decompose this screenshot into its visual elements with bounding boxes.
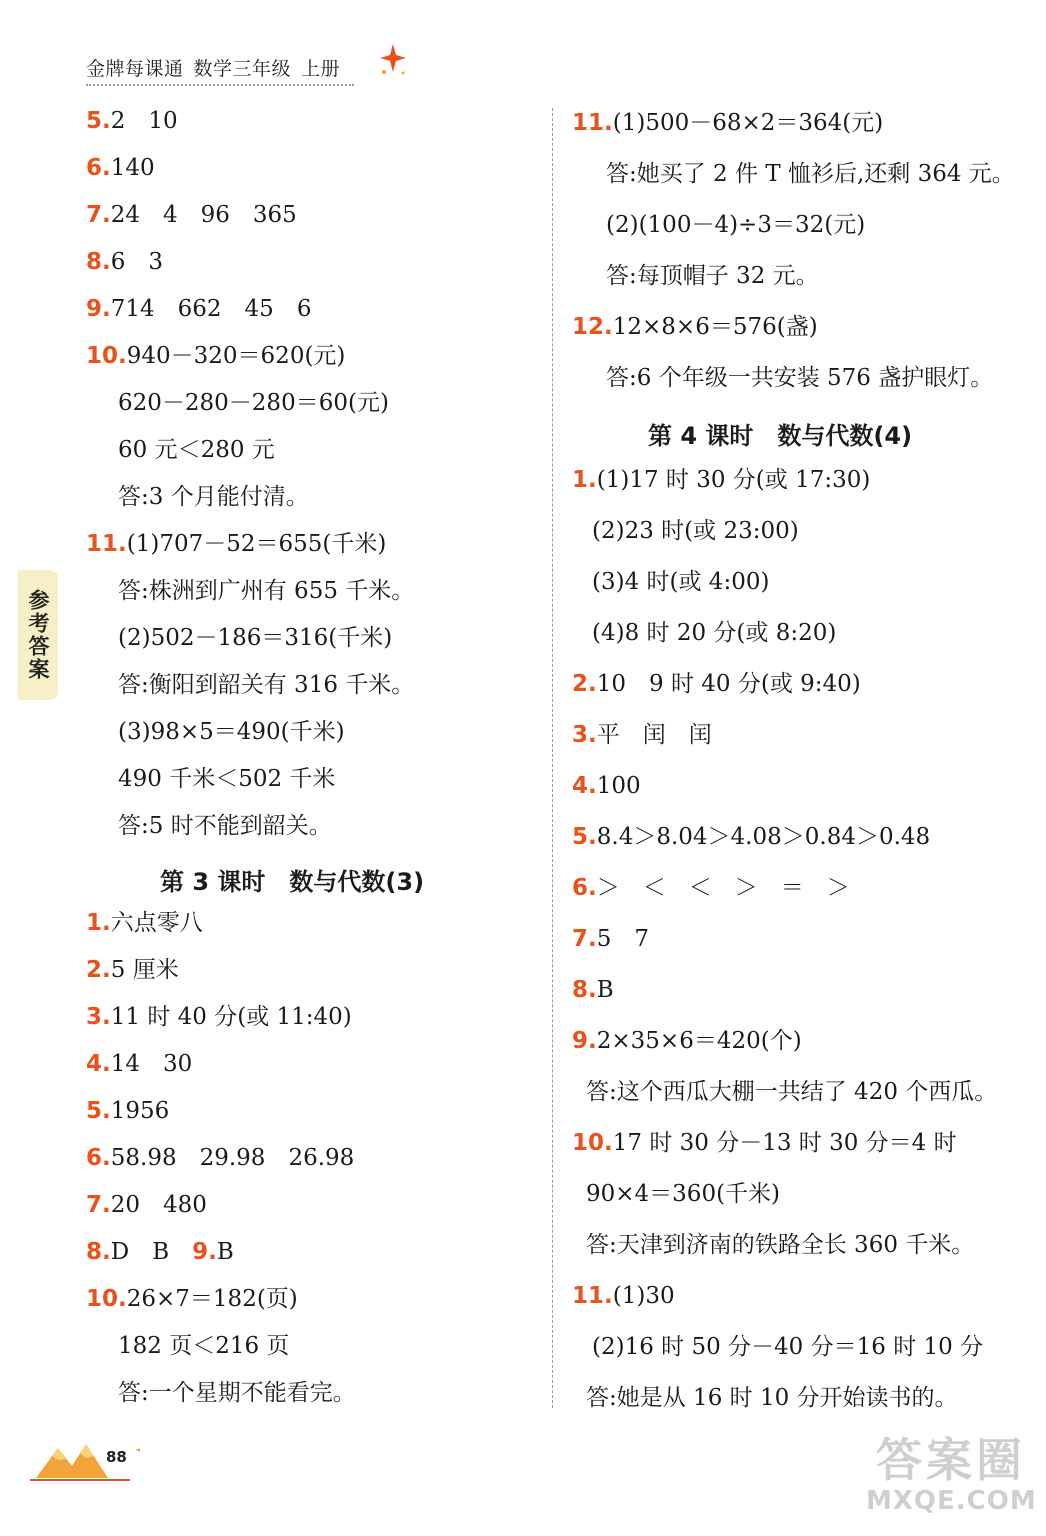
answer-text: 答:株洲到广州有 655 千米。 xyxy=(118,578,415,604)
answer-number: 7. xyxy=(572,926,597,952)
answer-line xyxy=(118,388,389,418)
answer-text: 90×4＝360(千米) xyxy=(586,1181,781,1207)
answer-number: 5. xyxy=(86,1098,111,1124)
answer-number: 1. xyxy=(86,910,111,936)
answer-text: 答:她买了 2 件 T 恤衫后,还剩 364 元。 xyxy=(606,161,1015,187)
answer-line xyxy=(118,670,414,700)
answer-item xyxy=(86,106,178,136)
answer-number: 4. xyxy=(86,1051,111,1077)
answer-text: (4)8 时 20 分(或 8:20) xyxy=(592,620,837,646)
answer-text: B xyxy=(596,977,614,1003)
answer-text: 平 闰 闰 xyxy=(596,722,712,748)
answer-item xyxy=(86,294,311,324)
answer-number: 3. xyxy=(86,1004,111,1030)
answer-line xyxy=(592,1332,983,1362)
section-heading: 第 4 课时 数与代数(4) xyxy=(648,422,913,450)
answer-item xyxy=(86,200,297,230)
answer-number: 10. xyxy=(86,343,127,369)
answer-item xyxy=(86,1096,169,1126)
answer-text: B xyxy=(216,1239,234,1265)
answer-item xyxy=(86,955,179,985)
answer-text: 940－320＝620(元) xyxy=(126,343,346,369)
answer-number: 6. xyxy=(86,1145,111,1171)
answer-line xyxy=(586,1179,780,1209)
answer-line xyxy=(118,1331,289,1361)
answer-item xyxy=(86,529,386,559)
answer-line xyxy=(118,811,332,841)
answer-number: 8. xyxy=(86,249,111,275)
answer-line xyxy=(606,210,865,240)
book-subject: 数学三年级 xyxy=(193,58,292,80)
answer-item xyxy=(572,669,861,699)
answer-text: 2×35×6＝420(个) xyxy=(596,1028,802,1054)
answer-text: (1)707－52＝655(千米) xyxy=(126,531,387,557)
answer-item xyxy=(86,1284,298,1314)
answer-text: 58.98 29.98 26.98 xyxy=(110,1145,355,1171)
answer-text: 100 xyxy=(596,773,641,799)
answer-text: 26×7＝182(页) xyxy=(126,1286,298,1312)
answer-item xyxy=(572,465,870,495)
answer-number: 6. xyxy=(572,875,597,901)
answer-text: 六点零八 xyxy=(110,910,203,936)
section-heading: 第 3 课时 数与代数(3) xyxy=(160,868,425,896)
answer-text: D B xyxy=(110,1239,170,1265)
answer-number: 2. xyxy=(86,957,111,983)
answer-line xyxy=(606,159,1015,189)
answer-item xyxy=(86,1049,192,1079)
answer-item xyxy=(86,908,203,938)
answer-line xyxy=(606,261,819,291)
answer-text: ＞ ＜ ＜ ＞ ＝ ＞ xyxy=(596,875,850,901)
answer-text: 24 4 96 365 xyxy=(110,202,297,228)
answer-text: 12×8×6＝576(盏) xyxy=(612,314,818,340)
answer-text: 5 7 xyxy=(596,926,650,952)
answer-text: (1)30 xyxy=(612,1283,675,1309)
answer-number: 10. xyxy=(86,1286,127,1312)
answer-text: 8.4＞8.04＞4.08＞0.84＞0.48 xyxy=(596,824,931,850)
page-header xyxy=(86,54,340,81)
answer-text: 答:衡阳到韶关有 316 千米。 xyxy=(118,672,415,698)
answer-text: 答:每顶帽子 32 元。 xyxy=(606,263,819,289)
answer-text: 6 3 xyxy=(110,249,164,275)
side-tab xyxy=(18,570,58,700)
answer-number: 5. xyxy=(86,108,111,134)
answer-item xyxy=(572,1281,675,1311)
answer-line xyxy=(118,623,392,653)
answer-number: 9. xyxy=(86,296,111,322)
watermark-url: MXQE.COM xyxy=(866,1486,1037,1516)
answer-item xyxy=(86,1143,354,1173)
answer-text: 答:一个星期不能看完。 xyxy=(118,1380,356,1406)
answer-line xyxy=(118,764,335,794)
page-number: 88 xyxy=(106,1448,127,1466)
answer-text: 答:6 个年级一共安装 576 盏护眼灯。 xyxy=(606,365,994,391)
answer-number: 1. xyxy=(572,467,597,493)
answer-item xyxy=(572,975,614,1005)
answer-number: 5. xyxy=(572,824,597,850)
answer-number: 11. xyxy=(572,110,613,136)
answer-text: 182 页＜216 页 xyxy=(118,1333,290,1359)
answer-text: (1)500－68×2＝364(元) xyxy=(612,110,884,136)
answer-item xyxy=(86,247,163,277)
header-divider xyxy=(86,84,354,86)
answer-item xyxy=(572,771,641,801)
answer-text: (3)98×5＝490(千米) xyxy=(118,719,345,745)
answer-item xyxy=(572,1026,802,1056)
answer-text: (3)4 时(或 4:00) xyxy=(592,569,770,595)
side-tab-label: 参考答案 xyxy=(26,589,50,681)
answer-line xyxy=(592,516,799,546)
book-title: 金牌每课通 xyxy=(86,58,184,80)
answer-number: 7. xyxy=(86,1192,111,1218)
answer-number: 10. xyxy=(572,1130,613,1156)
answer-line xyxy=(118,435,275,465)
answer-text: 620－280－280＝60(元) xyxy=(118,390,389,416)
answer-line xyxy=(118,717,345,747)
answer-text: 10 9 时 40 分(或 9:40) xyxy=(596,671,861,697)
answer-number: 9. xyxy=(572,1028,597,1054)
answer-text: 14 30 xyxy=(110,1051,193,1077)
answer-text: 140 xyxy=(110,155,155,181)
answer-item xyxy=(86,341,345,371)
answer-text: (1)17 时 30 分(或 17:30) xyxy=(596,467,871,493)
answer-line xyxy=(606,363,993,393)
answer-number: 4. xyxy=(572,773,597,799)
answer-text: 2 10 xyxy=(110,108,178,134)
answer-line xyxy=(586,1230,974,1260)
answer-item xyxy=(86,153,155,183)
answer-item xyxy=(572,108,883,138)
sparkle-star-icon xyxy=(378,42,408,78)
watermark-logo xyxy=(866,1434,1036,1516)
answer-number: 8. xyxy=(86,1239,111,1265)
answer-number: 2. xyxy=(572,671,597,697)
answer-item xyxy=(572,312,818,342)
answer-number: 6. xyxy=(86,155,111,181)
answer-item xyxy=(86,1002,352,1032)
answer-text: 答:天津到济南的铁路全长 360 千米。 xyxy=(586,1232,975,1258)
answer-item xyxy=(572,1128,957,1158)
answer-text: 11 时 40 分(或 11:40) xyxy=(110,1004,352,1030)
answer-text: 17 时 30 分－13 时 30 分＝4 时 xyxy=(612,1130,957,1156)
answer-text: 答:3 个月能付清。 xyxy=(118,484,309,510)
watermark-text: 答案圈 xyxy=(876,1433,1026,1487)
answer-number: 12. xyxy=(572,314,613,340)
answer-text: 490 千米＜502 千米 xyxy=(118,766,336,792)
answer-line xyxy=(586,1383,958,1413)
answer-number: 11. xyxy=(572,1283,613,1309)
answer-line xyxy=(586,1077,997,1107)
answer-number: 8. xyxy=(572,977,597,1003)
answer-line xyxy=(118,1378,356,1408)
column-divider xyxy=(552,108,553,1408)
answer-item xyxy=(572,873,850,903)
answer-text: 60 元＜280 元 xyxy=(118,437,275,463)
answer-text: 20 480 xyxy=(110,1192,207,1218)
answer-text: 答:她是从 16 时 10 分开始读书的。 xyxy=(586,1385,958,1411)
answer-text: (2)(100－4)÷3＝32(元) xyxy=(606,212,866,238)
answer-item xyxy=(572,720,712,750)
book-volume: 上册 xyxy=(301,58,341,80)
answer-text: (2)16 时 50 分－40 分＝16 时 10 分 xyxy=(592,1334,984,1360)
answer-text: 答:5 时不能到韶关。 xyxy=(118,813,332,839)
answer-item xyxy=(572,822,930,852)
answer-number: 11. xyxy=(86,531,127,557)
answer-text: 答:这个西瓜大棚一共结了 420 个西瓜。 xyxy=(586,1079,998,1105)
answer-number: 3. xyxy=(572,722,597,748)
answer-line xyxy=(118,482,309,512)
answer-line xyxy=(118,576,414,606)
answer-item xyxy=(86,1190,207,1220)
answer-line xyxy=(592,618,836,648)
answer-text: (2)23 时(或 23:00) xyxy=(592,518,799,544)
answer-item xyxy=(86,1237,234,1267)
answer-item xyxy=(572,924,649,954)
answer-text: 5 厘米 xyxy=(110,957,179,983)
answer-text: 1956 xyxy=(110,1098,170,1124)
answer-line xyxy=(592,567,769,597)
answer-text: 714 662 45 6 xyxy=(110,296,312,322)
answer-number: 9. xyxy=(192,1239,217,1265)
answer-number: 7. xyxy=(86,202,111,228)
answer-text: (2)502－186＝316(千米) xyxy=(118,625,393,651)
